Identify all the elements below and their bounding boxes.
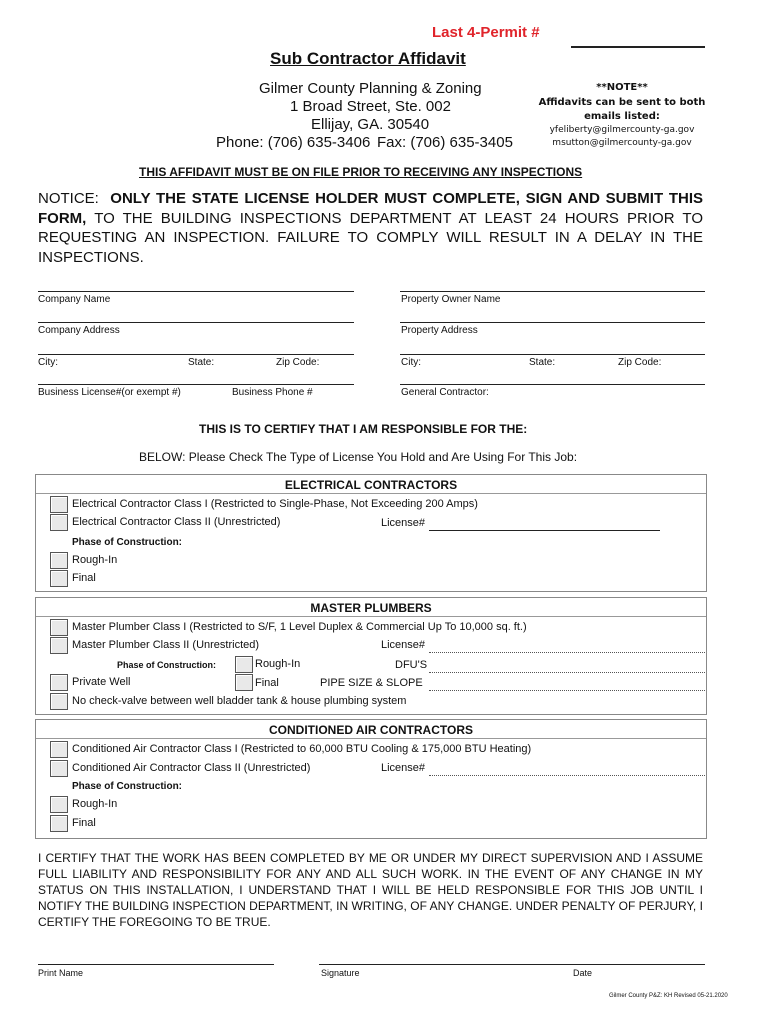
business-line[interactable] — [38, 384, 354, 385]
office-name: Gilmer County Planning & Zoning — [259, 80, 482, 97]
no-check-valve-label: No check-valve between well bladder tank & house plumbing system — [72, 695, 407, 707]
plumber-final-checkbox[interactable] — [235, 674, 253, 691]
property-address-label: Property Address — [401, 325, 478, 336]
company-address-line[interactable] — [38, 322, 354, 323]
business-license-label: Business License#(or exempt #) — [38, 387, 181, 398]
air-section — [35, 719, 707, 839]
electrical-class1-checkbox[interactable] — [50, 496, 68, 513]
signature-date-line[interactable] — [319, 964, 705, 965]
electrical-class1-label: Electrical Contractor Class I (Restricted to Single-Phase, Not Exceeding 200 Amps) — [72, 498, 478, 510]
property-city-line[interactable] — [400, 354, 705, 355]
property-city-label: City: — [401, 357, 421, 368]
private-well-label: Private Well — [72, 676, 131, 688]
permit-number-field[interactable] — [571, 46, 705, 48]
plumber-class2-checkbox[interactable] — [50, 637, 68, 654]
company-state-label: State: — [188, 357, 215, 368]
electrical-title: ELECTRICAL CONTRACTORS — [284, 478, 458, 492]
plumber-class2-label: Master Plumber Class II (Unrestricted) — [72, 639, 260, 651]
plumber-license-label: License# — [381, 639, 426, 651]
note-email-1: yfeliberty@gilmercounty-ga.gov — [549, 125, 695, 135]
air-license-field[interactable] — [429, 775, 705, 776]
company-city-line[interactable] — [38, 354, 354, 355]
electrical-class2-label: Electrical Contractor Class II (Unrestricted) — [72, 516, 281, 528]
print-name-line[interactable] — [38, 964, 274, 965]
page-title: Sub Contractor Affidavit — [270, 49, 466, 68]
notice-rest: TO THE BUILDING INSPECTIONS DEPARTMENT AT LEAST 24 HOURS PRIOR TO REQUESTING AN INSPECTION. FAILURE TO COMPLY WILL RESULT IN A DELAY IN THE INSPECTIONS. — [38, 209, 703, 266]
note-line-1: Affidavits can be sent to both — [538, 97, 706, 108]
property-owner-label: Property Owner Name — [401, 294, 501, 305]
signature-label: Signature — [321, 968, 360, 978]
office-fax: Fax: (706) 635-3405 — [377, 134, 513, 151]
plumber-license-field[interactable] — [429, 652, 705, 653]
general-contractor-line[interactable] — [400, 384, 705, 385]
property-owner-line[interactable] — [400, 291, 705, 292]
footer-revision: Gilmer County P&Z: KH Revised 05-21.2020 — [609, 993, 728, 999]
plumber-final-label: Final — [255, 677, 279, 689]
electrical-divider — [36, 493, 706, 494]
electrical-license-label: License# — [381, 517, 426, 529]
notice-prefix: NOTICE: — [38, 190, 99, 207]
company-name-line[interactable] — [38, 291, 354, 292]
air-class1-label: Conditioned Air Contractor Class I (Restricted to 60,000 BTU Cooling & 175,000 BTU Heating) — [72, 743, 532, 755]
air-final-checkbox[interactable] — [50, 815, 68, 832]
general-contractor-label: General Contractor: — [401, 387, 489, 398]
air-final-label: Final — [72, 817, 96, 829]
plumber-class1-label: Master Plumber Class I (Restricted to S/F, 1 Level Duplex & Commercial Up To 10,000 sq. ft.) — [72, 621, 527, 633]
pipe-size-label: PIPE SIZE & SLOPE — [320, 677, 423, 689]
electrical-license-field[interactable] — [429, 530, 660, 531]
air-divider — [36, 738, 706, 739]
banner: THIS AFFIDAVIT MUST BE ON FILE PRIOR TO RECEIVING ANY INSPECTIONS — [139, 165, 583, 179]
plumber-phase-label: Phase of Construction: — [117, 660, 217, 670]
note-line-2: emails listed: — [584, 111, 660, 122]
property-state-label: State: — [529, 357, 556, 368]
company-address-label: Company Address — [38, 325, 120, 336]
office-phone: Phone: (706) 635-3406 — [216, 134, 371, 151]
date-label: Date — [573, 968, 593, 978]
note-heading: **NOTE** — [596, 82, 648, 93]
plumber-dfus-field[interactable] — [429, 672, 705, 673]
property-zip-label: Zip Code: — [618, 357, 662, 368]
air-class2-label: Conditioned Air Contractor Class II (Unrestricted) — [72, 762, 311, 774]
air-phase-label: Phase of Construction: — [72, 781, 183, 792]
electrical-phase-label: Phase of Construction: — [72, 537, 183, 548]
certification-paragraph: I CERTIFY THAT THE WORK HAS BEEN COMPLETED BY ME OR UNDER MY DIRECT SUPERVISION AND I ASSUME FULL LIABILITY AND RESPONSIBILITY FOR ANY AND ALL SUCH WORK. IN THE EVENT OF ANY CHANGE IN MY STATUS ON THIS INSTALLATION, I UNDERSTAND THAT I WILL BE HELD RESPONSIBLE FOR THIS JOB UNTIL I NOTIFY THE BUILDING INSPECTION DEPARTMENT, IN WRITING, OF ANY CHANGE. UNDER PENALTY OF PERJURY, I CERTIFY THE FOREGOING TO BE TRUE. — [38, 851, 703, 929]
company-zip-label: Zip Code: — [276, 357, 320, 368]
plumber-rough-in-label: Rough-In — [255, 658, 301, 670]
no-check-valve-checkbox[interactable] — [50, 693, 68, 710]
electrical-rough-in-label: Rough-In — [72, 554, 118, 566]
electrical-final-label: Final — [72, 572, 96, 584]
electrical-class2-checkbox[interactable] — [50, 514, 68, 531]
print-name-label: Print Name — [38, 968, 84, 978]
plumber-class1-checkbox[interactable] — [50, 619, 68, 636]
electrical-rough-in-checkbox[interactable] — [50, 552, 68, 569]
air-title: CONDITIONED AIR CONTRACTORS — [269, 723, 473, 737]
pipe-size-field[interactable] — [429, 690, 705, 691]
electrical-final-checkbox[interactable] — [50, 570, 68, 587]
office-street: 1 Broad Street, Ste. 002 — [290, 98, 451, 115]
air-rough-in-checkbox[interactable] — [50, 796, 68, 813]
company-city-label: City: — [38, 357, 58, 368]
certify-heading: THIS IS TO CERTIFY THAT I AM RESPONSIBLE FOR THE: — [199, 422, 528, 436]
plumber-rough-in-checkbox[interactable] — [235, 656, 253, 673]
note-email-2: msutton@gilmercounty-ga.gov — [552, 138, 692, 148]
plumber-dfus-label: DFU'S — [395, 659, 428, 671]
notice-paragraph — [38, 189, 703, 267]
notice-bold: ONLY THE STATE LICENSE HOLDER MUST COMPLETE, SIGN AND SUBMIT THIS FORM, — [38, 190, 703, 227]
air-class1-checkbox[interactable] — [50, 741, 68, 758]
property-address-line[interactable] — [400, 322, 705, 323]
air-rough-in-label: Rough-In — [72, 798, 118, 810]
air-license-label: License# — [381, 762, 426, 774]
office-city: Ellijay, GA. 30540 — [311, 116, 430, 133]
air-class2-checkbox[interactable] — [50, 760, 68, 777]
company-name-label: Company Name — [38, 294, 111, 305]
private-well-checkbox[interactable] — [50, 674, 68, 691]
permit-label: Last 4-Permit # — [432, 24, 540, 41]
business-phone-label: Business Phone # — [232, 387, 313, 398]
plumbers-title: MASTER PLUMBERS — [310, 601, 432, 615]
plumbers-divider — [36, 616, 706, 617]
below-instructions: BELOW: Please Check The Type of License You Hold and Are Using For This Job: — [139, 450, 578, 464]
